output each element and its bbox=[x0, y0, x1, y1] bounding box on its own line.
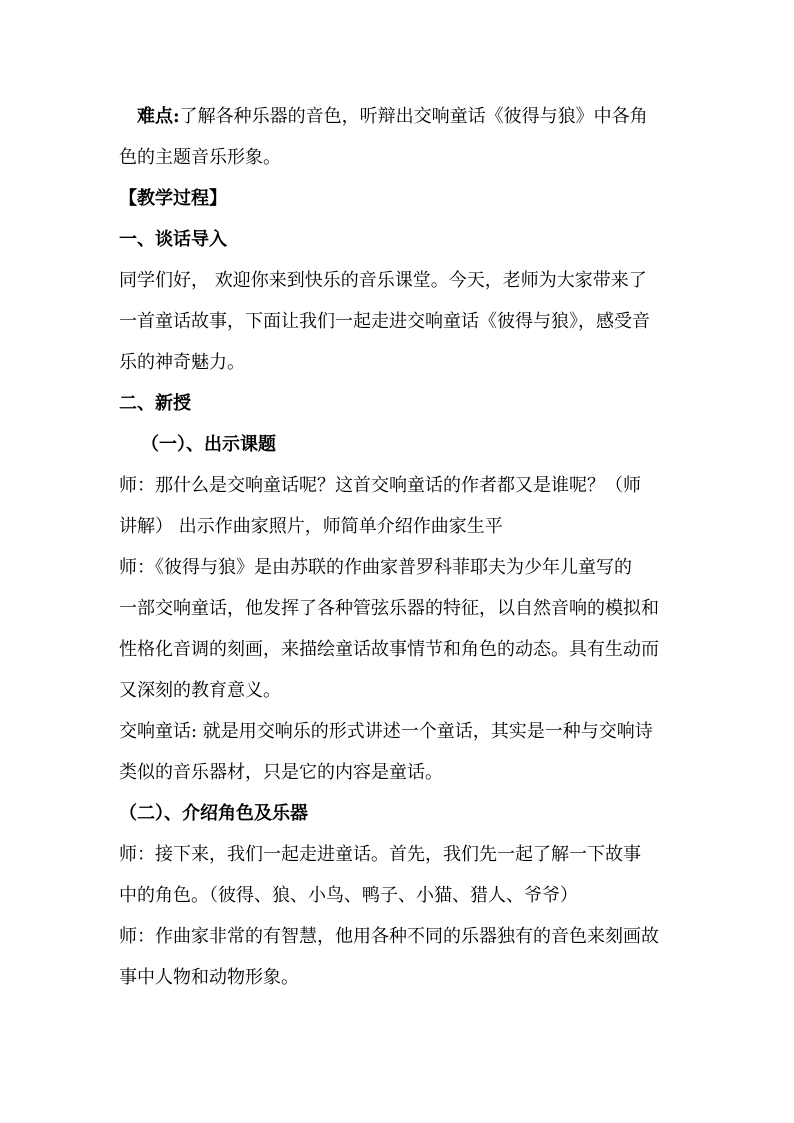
difficulty-text: 了解各种乐器的音色，听辩出交响童话《彼得与狼》中各角 bbox=[179, 106, 648, 127]
section-1-line: 乐的神奇魅力。 bbox=[119, 352, 245, 373]
subsection-2-heading: （二）、介绍角色及乐器 bbox=[119, 803, 308, 824]
subsection-1-para-1-line: 师：那什么是交响童话呢？这首交响童话的作者都又是谁呢？（师 bbox=[119, 475, 641, 496]
subsection-2-para-2-line: 师：作曲家非常的有智慧，他用各种不同的乐器独有的音色来刻画故 bbox=[119, 926, 659, 947]
section-2-heading: 二、新授 bbox=[119, 393, 191, 414]
definition-line: 交响童话: 就是用交响乐的形式讲述一个童话，其实是一种与交响诗 bbox=[119, 721, 653, 742]
section-1-line: 同学们好， 欢迎你来到快乐的音乐课堂。今天，老师为大家带来了 bbox=[119, 270, 647, 291]
teaching-process-heading: 【教学过程】 bbox=[119, 188, 227, 209]
difficulty-label: 难点: bbox=[137, 106, 180, 127]
subsection-1-para-2-line: 又深刻的教育意义。 bbox=[119, 680, 281, 701]
subsection-2-para-2-line: 事中人物和动物形象。 bbox=[119, 967, 299, 988]
subsection-1-para-1-line: 讲解） 出示作曲家照片，师简单介绍作曲家生平 bbox=[119, 516, 503, 537]
subsection-1-heading: （一）、出示课题 bbox=[141, 434, 276, 455]
subsection-2-para-1-line: 师：接下来，我们一起走进童话。首先，我们先一起了解一下故事 bbox=[119, 844, 641, 865]
subsection-1-para-2-line: 性格化音调的刻画，来描绘童话故事情节和角色的动态。具有生动而 bbox=[119, 639, 659, 660]
subsection-1-para-2-line: 师：《彼得与狼》是由苏联的作曲家普罗科菲耶夫为少年儿童写的 bbox=[119, 557, 632, 578]
subsection-1-para-2-line: 一部交响童话，他发挥了各种管弦乐器的特征，以自然音响的模拟和 bbox=[119, 598, 659, 619]
section-1-line: 一首童话故事，下面让我们一起走进交响童话《彼得与狼》，感受音 bbox=[119, 311, 650, 332]
section-1-heading: 一、谈话导入 bbox=[119, 229, 227, 250]
subsection-2-para-1-line: 中的角色。（彼得、狼、小鸟、鸭子、小猫、猎人、爷爷） bbox=[119, 885, 578, 906]
document-body bbox=[119, 100, 684, 995]
definition-line: 类似的音乐器材，只是它的内容是童话。 bbox=[119, 762, 443, 783]
difficulty-line-2: 色的主题音乐形象。 bbox=[119, 147, 281, 168]
difficulty-line-1 bbox=[119, 100, 684, 134]
